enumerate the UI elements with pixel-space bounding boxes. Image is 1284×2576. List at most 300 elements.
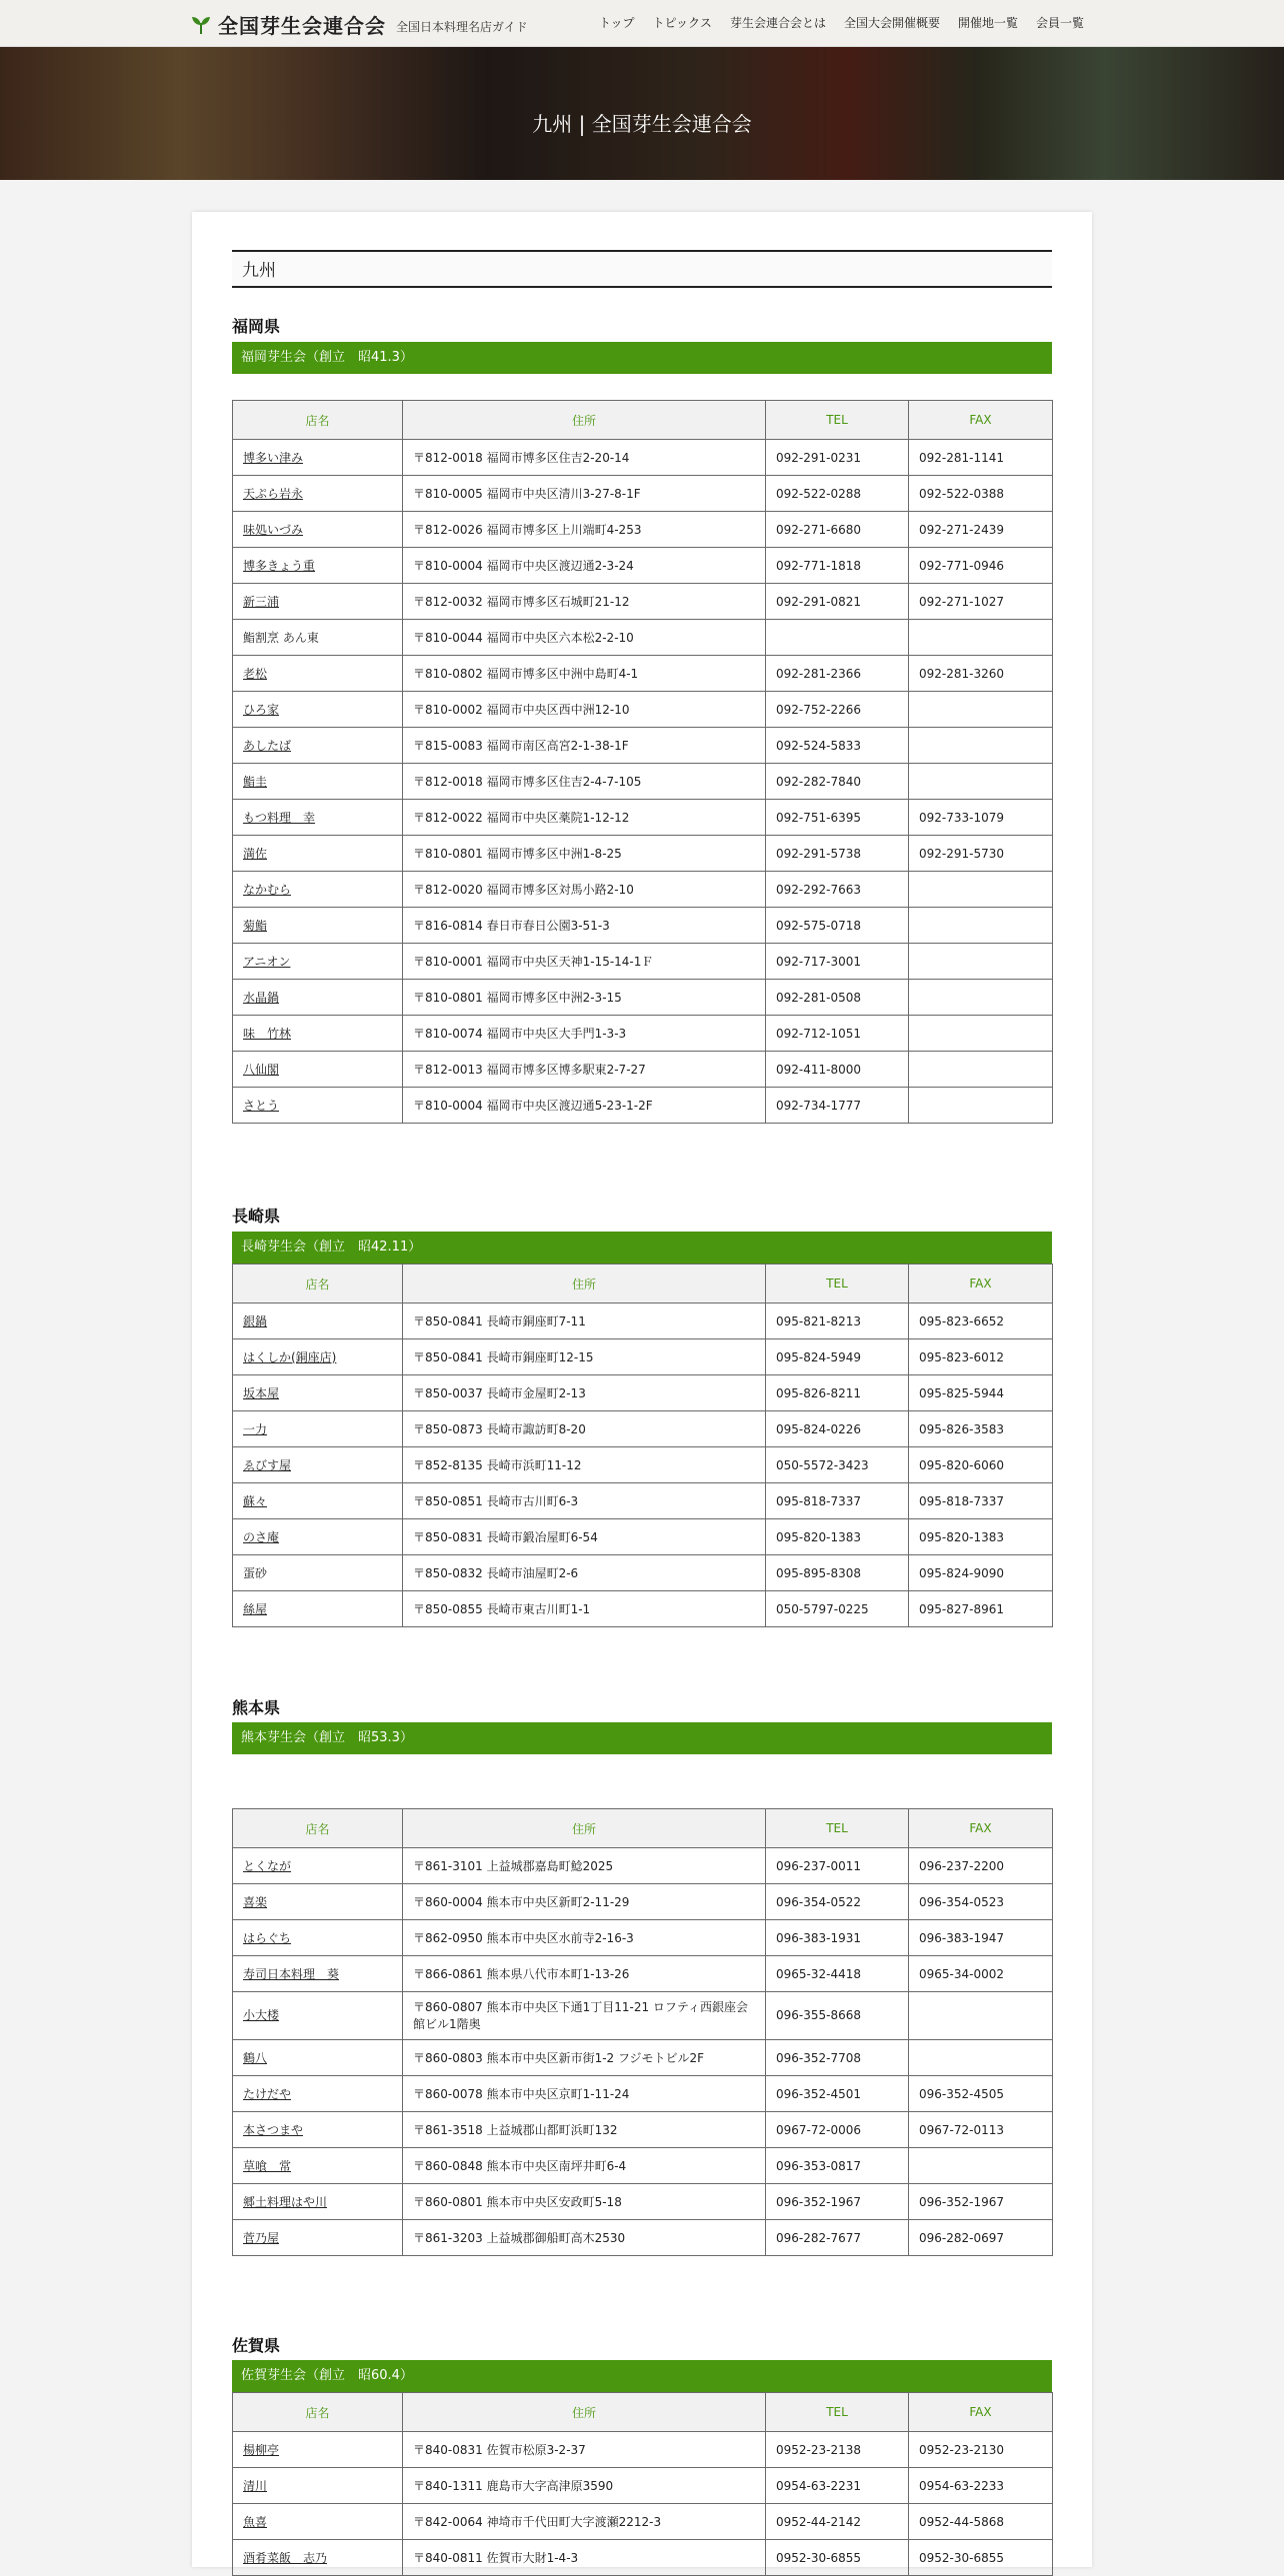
shop-link[interactable]: 寿司日本料理 葵	[243, 1967, 340, 1981]
shop-name-cell	[233, 584, 403, 620]
prefecture-title: 熊本県	[232, 1698, 281, 1717]
shop-name-cell	[233, 2148, 403, 2184]
shop-name-cell	[233, 1920, 403, 1956]
shop-link[interactable]: 味処いづみ	[243, 523, 304, 537]
tel-cell: 095-826-8211	[766, 1375, 909, 1411]
address-cell: 〒810-0001 福岡市中央区天神1-15-14-1Ｆ	[403, 944, 766, 980]
shop-link[interactable]: ひろ家	[243, 703, 280, 717]
hero-banner	[0, 46, 1284, 180]
shop-link[interactable]: 清川	[243, 2479, 268, 2493]
fax-cell: 0954-63-2233	[909, 2468, 1053, 2504]
address-cell: 〒861-3518 上益城郡山都町浜町132	[403, 2112, 766, 2148]
tel-cell: 092-271-6680	[766, 512, 909, 548]
table-row	[233, 476, 1053, 512]
table-row	[233, 1303, 1053, 1339]
shop-name-cell	[233, 548, 403, 584]
shop-name-cell	[233, 1884, 403, 1920]
table-row	[233, 728, 1053, 764]
shop-link[interactable]: ゑびす屋	[243, 1458, 292, 1472]
address-cell: 〒850-0855 長崎市東古川町1-1	[403, 1591, 766, 1627]
shop-link[interactable]: 水晶鍋	[243, 991, 280, 1005]
tel-cell: 092-281-0508	[766, 980, 909, 1016]
shop-name-cell	[233, 1339, 403, 1375]
shop-name-cell	[233, 728, 403, 764]
fax-cell	[909, 1052, 1053, 1088]
fax-header: FAX	[909, 2393, 1053, 2432]
shop-name-cell	[233, 1519, 403, 1555]
tel-cell: 092-752-2266	[766, 692, 909, 728]
tel-cell: 092-281-2366	[766, 656, 909, 692]
shop-name-cell	[233, 1591, 403, 1627]
shop-name-cell	[233, 1956, 403, 1992]
table-header-row	[233, 401, 1053, 440]
tel-cell: 095-820-1383	[766, 1519, 909, 1555]
address-cell: 〒810-0005 福岡市中央区清川3-27-8-1F	[403, 476, 766, 512]
fax-cell: 0965-34-0002	[909, 1956, 1053, 1992]
table-row	[233, 1483, 1053, 1519]
shop-link[interactable]: もつ料理 幸	[243, 811, 316, 825]
address-header: 住所	[403, 401, 766, 440]
table-row	[233, 1591, 1053, 1627]
address-cell: 〒860-0848 熊本市中央区南坪井町6-4	[403, 2148, 766, 2184]
association-bar: 佐賀芽生会（創立 昭60.4）	[232, 2360, 1052, 2392]
shop-link[interactable]: 博多きょう重	[243, 559, 316, 573]
tel-cell: 0954-63-2231	[766, 2468, 909, 2504]
fax-cell: 095-826-3583	[909, 1411, 1053, 1447]
table-row	[233, 584, 1053, 620]
association-bar: 熊本芽生会（創立 昭53.3）	[232, 1722, 1052, 1754]
table-row	[233, 908, 1053, 944]
address-cell: 〒850-0841 長崎市銅座町12-15	[403, 1339, 766, 1375]
fax-cell: 096-237-2200	[909, 1848, 1053, 1884]
prefecture-title: 福岡県	[232, 317, 281, 336]
shop-name-cell	[233, 1992, 403, 2040]
shop-link[interactable]: 鮨圭	[243, 775, 268, 789]
address-cell: 〒840-0831 佐賀市松原3-2-37	[403, 2432, 766, 2468]
address-cell: 〒812-0018 福岡市博多区住吉2-20-14	[403, 440, 766, 476]
fax-cell: 092-271-1027	[909, 584, 1053, 620]
shop-link[interactable]: 老松	[243, 667, 268, 681]
table-row	[233, 2148, 1053, 2184]
tel-cell: 095-824-0226	[766, 1411, 909, 1447]
address-cell: 〒812-0022 福岡市中央区薬院1-12-12	[403, 800, 766, 836]
logo-subtitle: 全国日本料理名店ガイド	[396, 20, 528, 34]
shop-name-cell	[233, 2184, 403, 2220]
table-header-row	[233, 1265, 1053, 1303]
shop-name-cell	[233, 2468, 403, 2504]
fax-cell: 092-733-1079	[909, 800, 1053, 836]
tel-cell: 095-818-7337	[766, 1483, 909, 1519]
table-row	[233, 692, 1053, 728]
shop-name-header: 店名	[233, 1265, 403, 1303]
fax-cell: 092-281-1141	[909, 440, 1053, 476]
fax-cell	[909, 944, 1053, 980]
tel-cell: 096-354-0522	[766, 1884, 909, 1920]
shop-name-cell	[233, 440, 403, 476]
fax-cell	[909, 1016, 1053, 1052]
shop-link[interactable]: さとう	[243, 1099, 280, 1113]
address-cell: 〒860-0004 熊本市中央区新町2-11-29	[403, 1884, 766, 1920]
table-row	[233, 1411, 1053, 1447]
shop-link[interactable]: 菅乃屋	[243, 2231, 280, 2245]
nav-topics[interactable]: トピックス	[652, 16, 712, 30]
fax-header: FAX	[909, 1265, 1053, 1303]
logo-text: 全国芽生会連合会	[218, 14, 386, 38]
address-cell: 〒810-0004 福岡市中央区渡辺通5-23-1-2F	[403, 1088, 766, 1124]
shop-name-cell	[233, 944, 403, 980]
table-row	[233, 1447, 1053, 1483]
table-row	[233, 1920, 1053, 1956]
shop-link[interactable]: はくしか(銅座店)	[243, 1350, 337, 1364]
table-row	[233, 656, 1053, 692]
fax-cell: 0952-23-2130	[909, 2432, 1053, 2468]
fax-cell: 096-352-1967	[909, 2184, 1053, 2220]
table-row	[233, 1052, 1053, 1088]
address-cell: 〒840-1311 鹿島市大字高津原3590	[403, 2468, 766, 2504]
address-cell: 〒812-0020 福岡市博多区対馬小路2-10	[403, 872, 766, 908]
page-title: 九州 | 全国芽生会連合会	[532, 112, 752, 136]
shop-name-cell	[233, 1483, 403, 1519]
nav-members[interactable]: 会員一覧	[1035, 16, 1084, 30]
fax-cell: 092-291-5730	[909, 836, 1053, 872]
main-nav	[581, 14, 1084, 31]
association-bar: 長崎芽生会（創立 昭42.11）	[232, 1232, 1052, 1264]
shop-link[interactable]: アニオン	[243, 955, 291, 969]
fax-cell: 095-818-7337	[909, 1483, 1053, 1519]
address-cell: 〒862-0950 熊本市中央区水前寺2-16-3	[403, 1920, 766, 1956]
tel-cell: 092-734-1777	[766, 1088, 909, 1124]
address-cell: 〒810-0801 福岡市博多区中洲2-3-15	[403, 980, 766, 1016]
fax-cell	[909, 980, 1053, 1016]
shop-link[interactable]: 絲屋	[243, 1602, 268, 1616]
tel-cell: 096-352-1967	[766, 2184, 909, 2220]
tel-cell: 0952-23-2138	[766, 2432, 909, 2468]
table-row	[233, 2040, 1053, 2076]
main-content	[192, 212, 1092, 2567]
shop-name-cell	[233, 764, 403, 800]
table-row	[233, 980, 1053, 1016]
tel-header: TEL	[766, 1809, 909, 1848]
address-cell: 〒810-0002 福岡市中央区西中洲12-10	[403, 692, 766, 728]
table-row	[233, 2468, 1053, 2504]
fax-cell	[909, 872, 1053, 908]
shop-name-cell	[233, 2112, 403, 2148]
fax-cell: 095-827-8961	[909, 1591, 1053, 1627]
nav-about[interactable]: 芽生会連合会とは	[729, 16, 826, 30]
shop-name-cell	[233, 512, 403, 548]
nav-venues[interactable]: 開催地一覧	[957, 16, 1018, 30]
shop-link[interactable]: あしたば	[243, 739, 292, 753]
table-row	[233, 2540, 1053, 2576]
address-cell: 〒812-0013 福岡市博多区博多駅東2-7-27	[403, 1052, 766, 1088]
table-row	[233, 1956, 1053, 1992]
site-header	[0, 0, 1284, 47]
address-cell: 〒810-0802 福岡市博多区中洲中島町4-1	[403, 656, 766, 692]
fax-cell	[909, 764, 1053, 800]
fax-cell: 092-271-2439	[909, 512, 1053, 548]
address-cell: 〒850-0873 長崎市諏訪町8-20	[403, 1411, 766, 1447]
tel-cell: 092-282-7840	[766, 764, 909, 800]
shop-name-cell	[233, 1555, 403, 1591]
shop-name: 鮨割烹 あん東	[243, 631, 319, 645]
shop-name-cell	[233, 2220, 403, 2256]
fax-cell	[909, 692, 1053, 728]
fax-cell: 095-825-5944	[909, 1375, 1053, 1411]
shop-name-cell	[233, 1016, 403, 1052]
tel-cell: 092-522-0288	[766, 476, 909, 512]
prefecture-title: 長崎県	[232, 1207, 281, 1226]
table-row	[233, 2184, 1053, 2220]
fax-cell: 092-281-3260	[909, 656, 1053, 692]
fax-cell: 095-823-6012	[909, 1339, 1053, 1375]
fax-cell	[909, 908, 1053, 944]
tel-cell: 096-352-4501	[766, 2076, 909, 2112]
address-cell: 〒860-0801 熊本市中央区安政町5-18	[403, 2184, 766, 2220]
address-cell: 〒810-0044 福岡市中央区六本松2-2-10	[403, 620, 766, 656]
address-cell: 〒861-3203 上益城郡御船町高木2530	[403, 2220, 766, 2256]
shop-link[interactable]: 満佐	[243, 847, 268, 861]
tel-cell: 050-5797-0225	[766, 1591, 909, 1627]
address-cell: 〒850-0832 長崎市油屋町2-6	[403, 1555, 766, 1591]
shop-name-cell	[233, 2540, 403, 2576]
address-cell: 〒860-0078 熊本市中央区京町1-11-24	[403, 2076, 766, 2112]
fax-cell: 092-771-0946	[909, 548, 1053, 584]
address-cell: 〒861-3101 上益城郡嘉島町鯰2025	[403, 1848, 766, 1884]
shop-link[interactable]: 酒肴菜飯 志乃	[243, 2551, 328, 2565]
tel-cell: 0965-32-4418	[766, 1956, 909, 1992]
shop-link[interactable]: なかむら	[243, 883, 292, 897]
tel-cell: 092-291-0231	[766, 440, 909, 476]
table-row	[233, 440, 1053, 476]
tel-cell: 092-771-1818	[766, 548, 909, 584]
address-cell: 〒850-0851 長崎市古川町6-3	[403, 1483, 766, 1519]
tel-header: TEL	[766, 2393, 909, 2432]
tel-cell: 092-411-8000	[766, 1052, 909, 1088]
tel-cell: 095-895-8308	[766, 1555, 909, 1591]
tel-cell: 092-291-5738	[766, 836, 909, 872]
address-header: 住所	[403, 2393, 766, 2432]
address-cell: 〒860-0807 熊本市中央区下通1丁目11-21 ロフティ西銀座会館ビル1階奥	[403, 1992, 766, 2040]
fax-header: FAX	[909, 1809, 1053, 1848]
fax-cell: 096-352-4505	[909, 2076, 1053, 2112]
shop-link[interactable]: 魚喜	[243, 2515, 268, 2529]
shop-link[interactable]: 鶴八	[243, 2051, 268, 2065]
fax-cell: 096-354-0523	[909, 1884, 1053, 1920]
table-row	[233, 548, 1053, 584]
tel-cell: 092-524-5833	[766, 728, 909, 764]
shop-link[interactable]: 草喰 常	[243, 2159, 292, 2173]
table-row	[233, 1375, 1053, 1411]
tel-header: TEL	[766, 1265, 909, 1303]
shop-link[interactable]: 郷土料理はや川	[243, 2195, 328, 2209]
fax-header: FAX	[909, 401, 1053, 440]
shop-name-cell	[233, 1375, 403, 1411]
address-cell: 〒812-0026 福岡市博多区上川端町4-253	[403, 512, 766, 548]
shop-link[interactable]: 喜楽	[243, 1895, 268, 1909]
address-cell: 〒842-0064 神埼市千代田町大字渡瀬2212-3	[403, 2504, 766, 2540]
fax-cell: 0952-30-6855	[909, 2540, 1053, 2576]
shop-link[interactable]: 八仙閣	[243, 1063, 280, 1077]
region-title: 九州	[232, 250, 1052, 288]
shop-name-cell	[233, 1052, 403, 1088]
table-row	[233, 620, 1053, 656]
table-row	[233, 1088, 1053, 1124]
shop-name-cell	[233, 656, 403, 692]
shop-name-header: 店名	[233, 2393, 403, 2432]
tel-cell: 096-282-7677	[766, 2220, 909, 2256]
address-cell: 〒852-8135 長崎市浜町11-12	[403, 1447, 766, 1483]
prefecture-title: 佐賀県	[232, 2336, 281, 2355]
shop-link[interactable]: のさ庵	[243, 1530, 280, 1544]
shop-link[interactable]: 銀鍋	[243, 1314, 268, 1328]
shop-link[interactable]: 味 竹林	[243, 1027, 292, 1041]
address-cell: 〒816-0814 春日市春日公園3-51-3	[403, 908, 766, 944]
table-row	[233, 1339, 1053, 1375]
table-row	[233, 512, 1053, 548]
tel-cell: 092-717-3001	[766, 944, 909, 980]
tel-cell: 096-355-8668	[766, 1992, 909, 2040]
sprout-logo-icon	[190, 14, 212, 36]
table-row	[233, 1992, 1053, 2040]
shop-name-cell	[233, 1303, 403, 1339]
shop-link[interactable]: 菊鮨	[243, 919, 268, 933]
shop-name-cell	[233, 836, 403, 872]
table-header-row	[233, 1809, 1053, 1848]
fax-cell: 095-820-1383	[909, 1519, 1053, 1555]
tel-cell: 0952-30-6855	[766, 2540, 909, 2576]
table-row	[233, 1519, 1053, 1555]
tel-cell: 096-383-1931	[766, 1920, 909, 1956]
table-row	[233, 2220, 1053, 2256]
table-row	[233, 944, 1053, 980]
shop-link[interactable]: はらぐち	[243, 1931, 292, 1945]
table-row	[233, 2112, 1053, 2148]
address-cell: 〒810-0801 福岡市博多区中洲1-8-25	[403, 836, 766, 872]
fax-cell	[909, 2040, 1053, 2076]
shop-link[interactable]: 坂本屋	[243, 1386, 280, 1400]
address-cell: 〒850-0831 長崎市鍛冶屋町6-54	[403, 1519, 766, 1555]
address-cell: 〒812-0018 福岡市博多区住吉2-4-7-105	[403, 764, 766, 800]
fax-cell: 0967-72-0113	[909, 2112, 1053, 2148]
fax-cell	[909, 728, 1053, 764]
fax-cell: 096-383-1947	[909, 1920, 1053, 1956]
address-cell: 〒810-0004 福岡市中央区渡辺通2-3-24	[403, 548, 766, 584]
table-header-row	[233, 2393, 1053, 2432]
address-cell: 〒860-0803 熊本市中央区新市街1-2 フジモトビル2F	[403, 2040, 766, 2076]
shop-name-cell	[233, 476, 403, 512]
tel-cell: 092-292-7663	[766, 872, 909, 908]
shop-name-cell	[233, 980, 403, 1016]
shop-link[interactable]: 小大楼	[243, 2008, 280, 2022]
shop-link[interactable]: 天ぷら岩永	[243, 487, 304, 501]
address-cell: 〒815-0083 福岡市南区高宮2-1-38-1F	[403, 728, 766, 764]
shop-table	[232, 2392, 1053, 2576]
tel-cell	[766, 620, 909, 656]
tel-cell: 096-353-0817	[766, 2148, 909, 2184]
shop-name-cell	[233, 908, 403, 944]
site-logo[interactable]	[190, 10, 528, 39]
tel-cell: 096-237-0011	[766, 1848, 909, 1884]
table-row	[233, 800, 1053, 836]
shop-name-cell	[233, 692, 403, 728]
shop-name-cell	[233, 1411, 403, 1447]
address-cell: 〒840-0811 佐賀市大財1-4-3	[403, 2540, 766, 2576]
shop-name: 蛋砂	[243, 1566, 268, 1580]
shop-name-cell	[233, 2040, 403, 2076]
fax-cell: 095-820-6060	[909, 1447, 1053, 1483]
nav-top[interactable]: トップ	[598, 16, 635, 30]
table-row	[233, 2076, 1053, 2112]
table-row	[233, 836, 1053, 872]
shop-name-cell	[233, 2504, 403, 2540]
shop-table	[232, 400, 1053, 1124]
address-header: 住所	[403, 1809, 766, 1848]
fax-cell	[909, 2148, 1053, 2184]
shop-name-header: 店名	[233, 1809, 403, 1848]
fax-cell	[909, 1088, 1053, 1124]
table-row	[233, 764, 1053, 800]
shop-name-cell	[233, 2432, 403, 2468]
fax-cell	[909, 620, 1053, 656]
shop-table	[232, 1808, 1053, 2256]
shop-link[interactable]: とくなが	[243, 1859, 292, 1873]
fax-cell: 095-823-6652	[909, 1303, 1053, 1339]
tel-cell: 092-712-1051	[766, 1016, 909, 1052]
fax-cell: 095-824-9090	[909, 1555, 1053, 1591]
shop-name-cell	[233, 872, 403, 908]
tel-cell: 096-352-7708	[766, 2040, 909, 2076]
tel-cell: 095-824-5949	[766, 1339, 909, 1375]
shop-link[interactable]: 博多い津み	[243, 451, 304, 465]
table-row	[233, 1555, 1053, 1591]
shop-link[interactable]: たけだや	[243, 2087, 292, 2101]
nav-national-convention[interactable]: 全国大会開催概要	[843, 16, 940, 30]
address-cell: 〒810-0074 福岡市中央区大手門1-3-3	[403, 1016, 766, 1052]
address-cell: 〒850-0841 長崎市銅座町7-11	[403, 1303, 766, 1339]
tel-cell: 0952-44-2142	[766, 2504, 909, 2540]
shop-name-cell	[233, 1848, 403, 1884]
address-header: 住所	[403, 1265, 766, 1303]
fax-cell: 092-522-0388	[909, 476, 1053, 512]
shop-table	[232, 1264, 1053, 1627]
tel-cell: 092-751-6395	[766, 800, 909, 836]
fax-cell: 096-282-0697	[909, 2220, 1053, 2256]
shop-name-cell	[233, 1088, 403, 1124]
shop-link[interactable]: 本さつまや	[243, 2123, 304, 2137]
tel-header: TEL	[766, 401, 909, 440]
shop-name-cell	[233, 1447, 403, 1483]
shop-name-cell	[233, 620, 403, 656]
address-cell: 〒812-0032 福岡市博多区石城町21-12	[403, 584, 766, 620]
fax-cell: 0952-44-5868	[909, 2504, 1053, 2540]
shop-name-cell	[233, 800, 403, 836]
address-cell: 〒850-0037 長崎市金屋町2-13	[403, 1375, 766, 1411]
table-row	[233, 872, 1053, 908]
shop-link[interactable]: 新三浦	[243, 595, 280, 609]
tel-cell: 0967-72-0006	[766, 2112, 909, 2148]
shop-link[interactable]: 一力	[243, 1422, 268, 1436]
address-cell: 〒866-0861 熊本県八代市本町1-13-26	[403, 1956, 766, 1992]
shop-name-cell	[233, 2076, 403, 2112]
tel-cell: 092-575-0718	[766, 908, 909, 944]
shop-name-header: 店名	[233, 401, 403, 440]
shop-link[interactable]: 楊柳亭	[243, 2443, 280, 2457]
tel-cell: 092-291-0821	[766, 584, 909, 620]
table-row	[233, 1848, 1053, 1884]
shop-link[interactable]: 蘇々	[243, 1494, 268, 1508]
table-row	[233, 1016, 1053, 1052]
fax-cell	[909, 1992, 1053, 2040]
